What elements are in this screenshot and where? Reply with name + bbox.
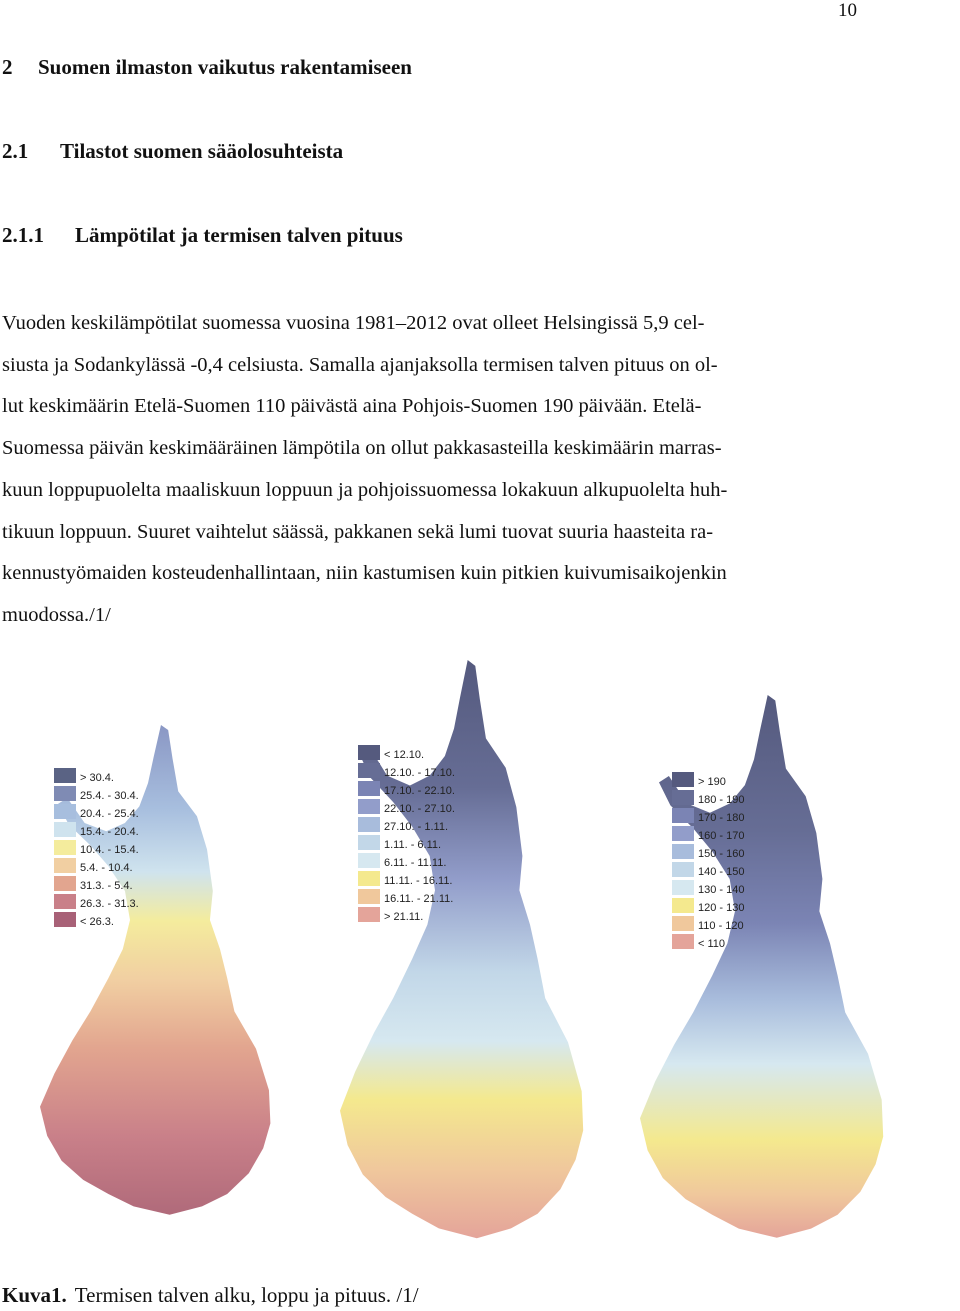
legend-swatch (672, 844, 694, 859)
legend-swatch (672, 916, 694, 931)
heading-chapter (2, 55, 412, 80)
legend-label: 140 - 150 (698, 866, 745, 878)
legend-swatch (358, 745, 380, 760)
heading-subsection-title: Lämpötilat ja termisen talven pituus (75, 223, 403, 247)
legend-swatch (54, 804, 76, 819)
legend-label: 26.3. - 31.3. (80, 898, 139, 910)
legend-swatch (358, 889, 380, 904)
legend-label: 16.11. - 21.11. (384, 893, 454, 905)
body-paragraph (2, 303, 882, 637)
legend-swatch (672, 862, 694, 877)
legend-label: 1.11. - 6.11. (384, 839, 442, 851)
paragraph-line: lut keskimäärin Etelä-Suomen 110 päivästä aina Pohjois-Suomen 190 päivään. Etelä- (2, 395, 702, 418)
legend-label: 120 - 130 (698, 902, 745, 914)
heading-subsection-number: 2.1.1 (2, 223, 44, 247)
legend-swatch (358, 817, 380, 832)
paragraph-line: Suomessa päivän keskimääräinen lämpötila on ollut pakkasasteilla keskimäärin marras- (2, 437, 722, 460)
legend-swatch (358, 871, 380, 886)
legend-swatch (54, 840, 76, 855)
legend-label: < 110 (698, 938, 726, 950)
legend-label: 10.4. - 15.4. (80, 844, 139, 856)
legend-label: 22.10. - 27.10. (384, 803, 455, 815)
legend-label: 12.10. - 17.10. (384, 767, 455, 779)
map-winter-length (640, 695, 883, 1238)
legend-swatch (54, 858, 76, 873)
paragraph-line: muodossa./1/ (2, 603, 111, 626)
paragraph-line: siusta ja Sodankylässä -0,4 celsiusta. Samalla ajanjaksolla termisen talven pituus on ol- (2, 353, 718, 376)
map-winter-start (340, 660, 583, 1238)
legend-swatch (54, 822, 76, 837)
legend-swatch (54, 912, 76, 927)
page-number: 10 (838, 0, 857, 21)
legend-label: 25.4. - 30.4. (80, 790, 139, 802)
heading-subsection (2, 223, 403, 248)
paragraph-line: kennustyömaiden kosteudenhallintaan, niin kastumisen kuin pitkien kuivumisaikojenkin (2, 562, 727, 585)
caption-label: Kuva1. (2, 1283, 67, 1307)
legend-label: 110 - 120 (698, 920, 744, 932)
legend-label: < 12.10. (384, 749, 425, 761)
legend-swatch (672, 772, 694, 787)
legend-label: > 21.11. (384, 911, 424, 923)
legend-label: > 30.4. (80, 772, 114, 784)
legend-swatch (358, 781, 380, 796)
map-start-of-winter-end (40, 725, 270, 1215)
paragraph-line: tikuun loppuun. Suuret vaihtelut säässä, pakkanen sekä lumi tuovat suuria haasteita ra- (2, 520, 714, 543)
legend-swatch (358, 907, 380, 922)
legend-swatch (672, 826, 694, 841)
legend-label: 31.3. - 5.4. (80, 880, 133, 892)
legend-label: 11.11. - 16.11. (384, 875, 453, 887)
legend-swatch (54, 768, 76, 783)
legend-swatch (672, 934, 694, 949)
legend-label: 160 - 170 (698, 830, 745, 842)
heading-chapter-number: 2 (2, 55, 13, 79)
legend-label: 150 - 160 (698, 848, 745, 860)
legend-label: 180 - 190 (698, 794, 745, 806)
legend-label: > 190 (698, 776, 726, 788)
legend-label: 17.10. - 22.10. (384, 785, 455, 797)
legend-swatch (54, 876, 76, 891)
paragraph-line: kuun loppupuolelta maaliskuun loppuun ja pohjoissuomessa lokakuun alkupuolelta huh- (2, 478, 728, 501)
paragraph-line: Vuoden keskilämpötilat suomessa vuosina 1981–2012 ovat olleet Helsingissä 5,9 cel- (2, 312, 705, 334)
legend-label: 15.4. - 20.4. (80, 826, 139, 838)
legend-spring-end (54, 768, 139, 928)
legend-swatch (358, 799, 380, 814)
heading-section (2, 139, 343, 164)
legend-swatch (672, 898, 694, 913)
figure-caption (2, 1283, 419, 1308)
finland-winter-maps (40, 650, 920, 1275)
legend-label: 27.10. - 1.11. (384, 821, 449, 833)
legend-label: 5.4. - 10.4. (80, 862, 133, 874)
caption-text: Termisen talven alku, loppu ja pituus. /1/ (74, 1283, 419, 1307)
legend-swatch (672, 790, 694, 805)
legend-swatch (54, 786, 76, 801)
legend-label: 6.11. - 11.11. (384, 857, 447, 869)
legend-swatch (358, 763, 380, 778)
heading-section-title: Tilastot suomen sääolosuhteista (60, 139, 344, 163)
legend-swatch (672, 808, 694, 823)
legend-label: 130 - 140 (698, 884, 745, 896)
heading-section-number: 2.1 (2, 139, 29, 163)
legend-swatch (358, 853, 380, 868)
legend-swatch (358, 835, 380, 850)
legend-label: 20.4. - 25.4. (80, 808, 139, 820)
legend-swatch (54, 894, 76, 909)
heading-chapter-title: Suomen ilmaston vaikutus rakentamiseen (38, 55, 412, 79)
legend-swatch (672, 880, 694, 895)
legend-label: < 26.3. (80, 916, 114, 928)
legend-label: 170 - 180 (698, 812, 745, 824)
